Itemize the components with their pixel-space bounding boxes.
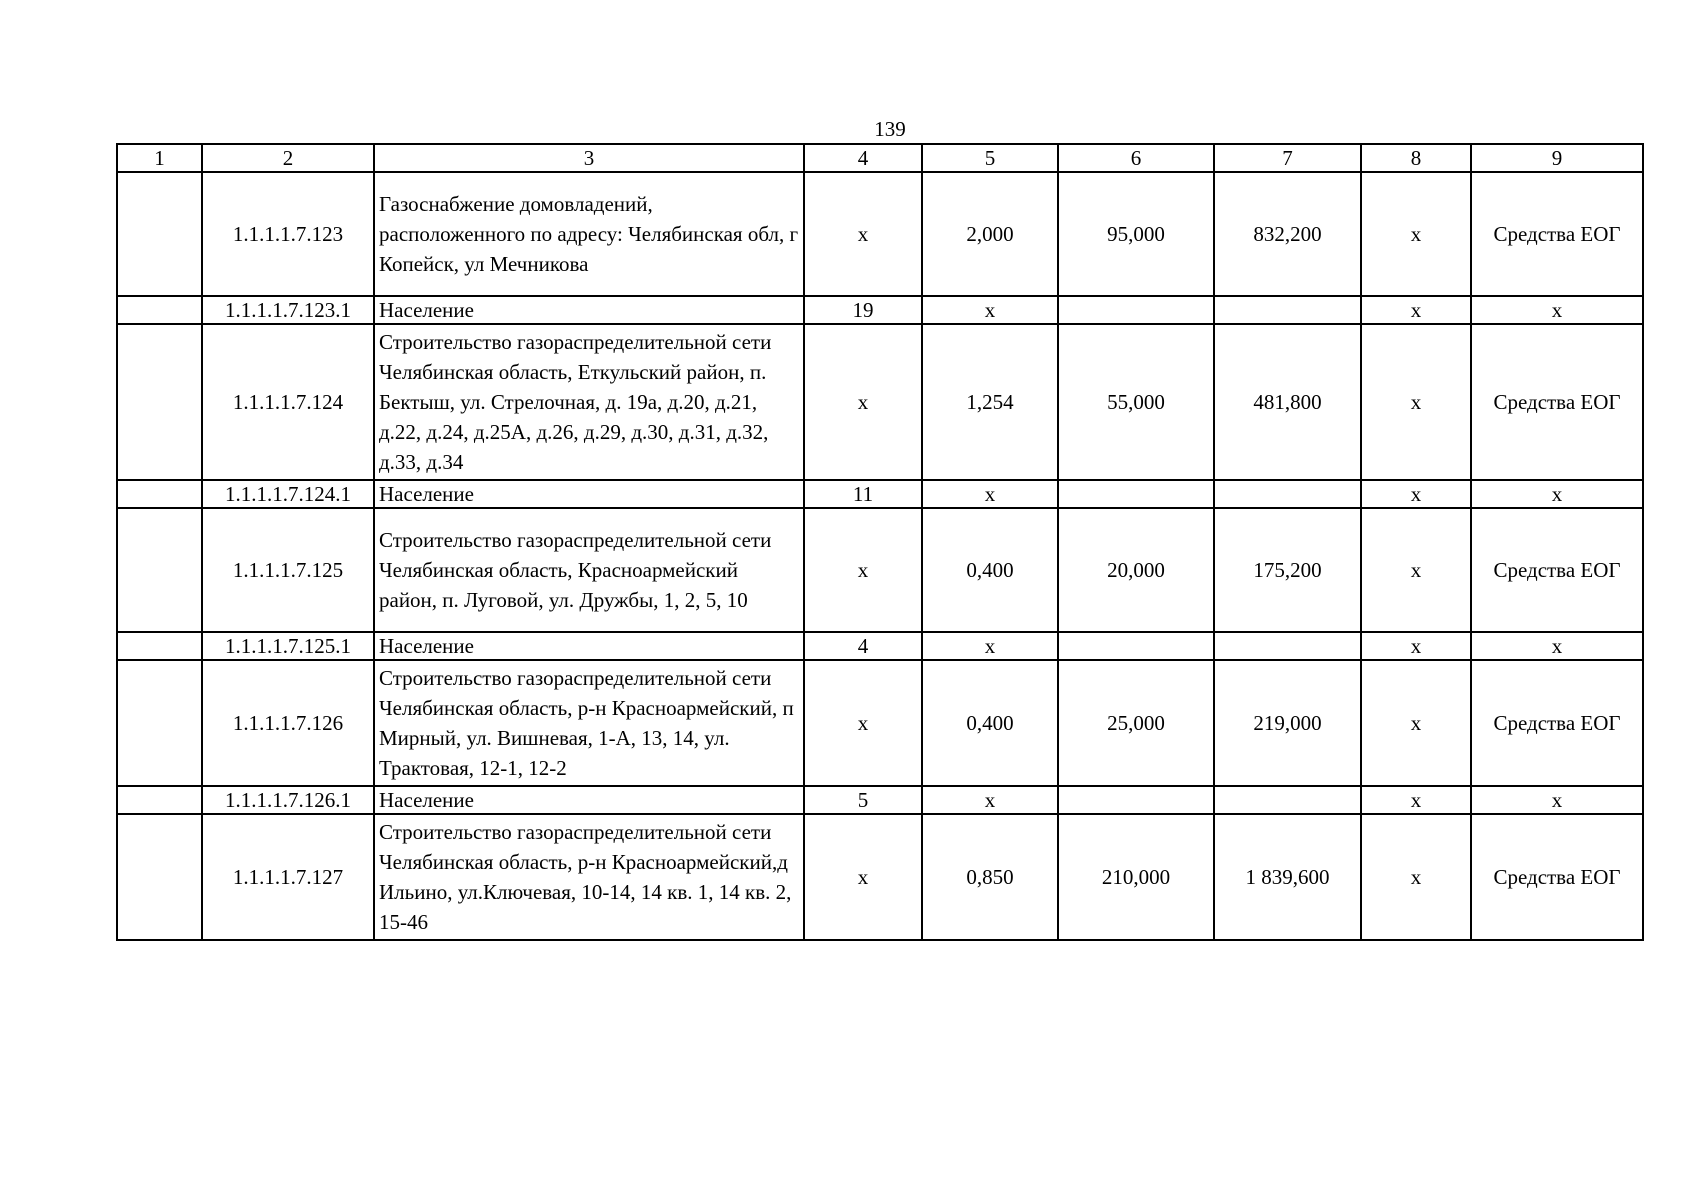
cell-col4: х — [804, 814, 922, 940]
cell-col5: 2,000 — [922, 172, 1058, 296]
cell-col6: 25,000 — [1058, 660, 1214, 786]
cell-description: Население — [374, 632, 804, 660]
cell-col6: 210,000 — [1058, 814, 1214, 940]
table-row — [117, 480, 1643, 508]
cell-col7 — [1214, 296, 1361, 324]
cell-description: Строительство газораспределительной сети Челябинская область, р-н Красноармейский,д Ильино, ул.Ключевая, 10-14, 14 кв. 1, 14 кв. 2, 15-46 — [374, 814, 804, 940]
cell-source: Средства ЕОГ — [1471, 660, 1643, 786]
cell-col6: 55,000 — [1058, 324, 1214, 480]
cell-code: 1.1.1.1.7.126.1 — [202, 786, 374, 814]
cell-index — [117, 172, 202, 296]
cell-col6 — [1058, 480, 1214, 508]
cell-code: 1.1.1.1.7.123 — [202, 172, 374, 296]
cell-col8: х — [1361, 172, 1471, 296]
cell-description: Население — [374, 480, 804, 508]
cell-col5: х — [922, 632, 1058, 660]
cell-col8: х — [1361, 296, 1471, 324]
cell-index — [117, 480, 202, 508]
cell-col5: х — [922, 480, 1058, 508]
column-header: 9 — [1471, 144, 1643, 172]
cell-description: Население — [374, 786, 804, 814]
table-row — [117, 324, 1643, 480]
cell-code: 1.1.1.1.7.126 — [202, 660, 374, 786]
table-row — [117, 508, 1643, 632]
table-row — [117, 296, 1643, 324]
cell-code: 1.1.1.1.7.124.1 — [202, 480, 374, 508]
column-header: 6 — [1058, 144, 1214, 172]
cell-col8: х — [1361, 660, 1471, 786]
cell-col5: х — [922, 786, 1058, 814]
cell-col8: х — [1361, 324, 1471, 480]
cell-col8: х — [1361, 480, 1471, 508]
cell-source: Средства ЕОГ — [1471, 324, 1643, 480]
cell-index — [117, 786, 202, 814]
cell-col7 — [1214, 480, 1361, 508]
cell-col7: 219,000 — [1214, 660, 1361, 786]
cell-col5: 1,254 — [922, 324, 1058, 480]
cell-col7: 832,200 — [1214, 172, 1361, 296]
table-row — [117, 172, 1643, 296]
cell-col7: 481,800 — [1214, 324, 1361, 480]
column-header: 3 — [374, 144, 804, 172]
cell-index — [117, 660, 202, 786]
table-row — [117, 786, 1643, 814]
cell-col7: 175,200 — [1214, 508, 1361, 632]
cell-col4: х — [804, 324, 922, 480]
column-header: 2 — [202, 144, 374, 172]
cell-col4: 4 — [804, 632, 922, 660]
cell-index — [117, 814, 202, 940]
cell-col4: 11 — [804, 480, 922, 508]
cell-col5: 0,400 — [922, 660, 1058, 786]
cell-col5: 0,400 — [922, 508, 1058, 632]
cell-col4: х — [804, 172, 922, 296]
cell-index — [117, 508, 202, 632]
cell-col4: 5 — [804, 786, 922, 814]
cell-index — [117, 632, 202, 660]
cell-code: 1.1.1.1.7.127 — [202, 814, 374, 940]
column-header: 7 — [1214, 144, 1361, 172]
column-header: 5 — [922, 144, 1058, 172]
column-header: 4 — [804, 144, 922, 172]
cell-code: 1.1.1.1.7.125 — [202, 508, 374, 632]
cell-col8: х — [1361, 632, 1471, 660]
cell-code: 1.1.1.1.7.123.1 — [202, 296, 374, 324]
data-table — [116, 143, 1644, 941]
cell-description: Строительство газораспределительной сети Челябинская область, р-н Красноармейский, п Мирный, ул. Вишневая, 1-А, 13, 14, ул. Трактовая, 12-1, 12-2 — [374, 660, 804, 786]
table-row — [117, 632, 1643, 660]
cell-code: 1.1.1.1.7.124 — [202, 324, 374, 480]
cell-col4: х — [804, 508, 922, 632]
cell-source: х — [1471, 296, 1643, 324]
column-header: 1 — [117, 144, 202, 172]
cell-description: Строительство газораспределительной сети Челябинская область, Еткульский район, п. Бектыш, ул. Стрелочная, д. 19а, д.20, д.21, д.22, д.24, д.25А, д.26, д.29, д.30, д.31, д.32, д.33, д.34 — [374, 324, 804, 480]
cell-description: Строительство газораспределительной сети Челябинская область, Красноармейский район, п. Луговой, ул. Дружбы, 1, 2, 5, 10 — [374, 508, 804, 632]
cell-col7 — [1214, 632, 1361, 660]
cell-col8: х — [1361, 508, 1471, 632]
cell-source: х — [1471, 786, 1643, 814]
cell-col5: 0,850 — [922, 814, 1058, 940]
cell-col4: 19 — [804, 296, 922, 324]
header-row — [117, 144, 1643, 172]
cell-col6 — [1058, 786, 1214, 814]
cell-col6: 20,000 — [1058, 508, 1214, 632]
cell-col7: 1 839,600 — [1214, 814, 1361, 940]
table-row — [117, 814, 1643, 940]
cell-col8: х — [1361, 814, 1471, 940]
cell-description: Газоснабжение домовладений, расположенного по адресу: Челябинская обл, г Копейск, ул Мечникова — [374, 172, 804, 296]
cell-index — [117, 324, 202, 480]
table-row — [117, 660, 1643, 786]
cell-source: Средства ЕОГ — [1471, 172, 1643, 296]
cell-source: х — [1471, 480, 1643, 508]
cell-source: х — [1471, 632, 1643, 660]
cell-description: Население — [374, 296, 804, 324]
cell-col6 — [1058, 632, 1214, 660]
cell-source: Средства ЕОГ — [1471, 814, 1643, 940]
cell-col7 — [1214, 786, 1361, 814]
cell-source: Средства ЕОГ — [1471, 508, 1643, 632]
cell-col6: 95,000 — [1058, 172, 1214, 296]
page-number: 139 — [874, 117, 906, 141]
cell-code: 1.1.1.1.7.125.1 — [202, 632, 374, 660]
column-header: 8 — [1361, 144, 1471, 172]
cell-col5: х — [922, 296, 1058, 324]
cell-col4: х — [804, 660, 922, 786]
cell-col6 — [1058, 296, 1214, 324]
cell-col8: х — [1361, 786, 1471, 814]
cell-index — [117, 296, 202, 324]
